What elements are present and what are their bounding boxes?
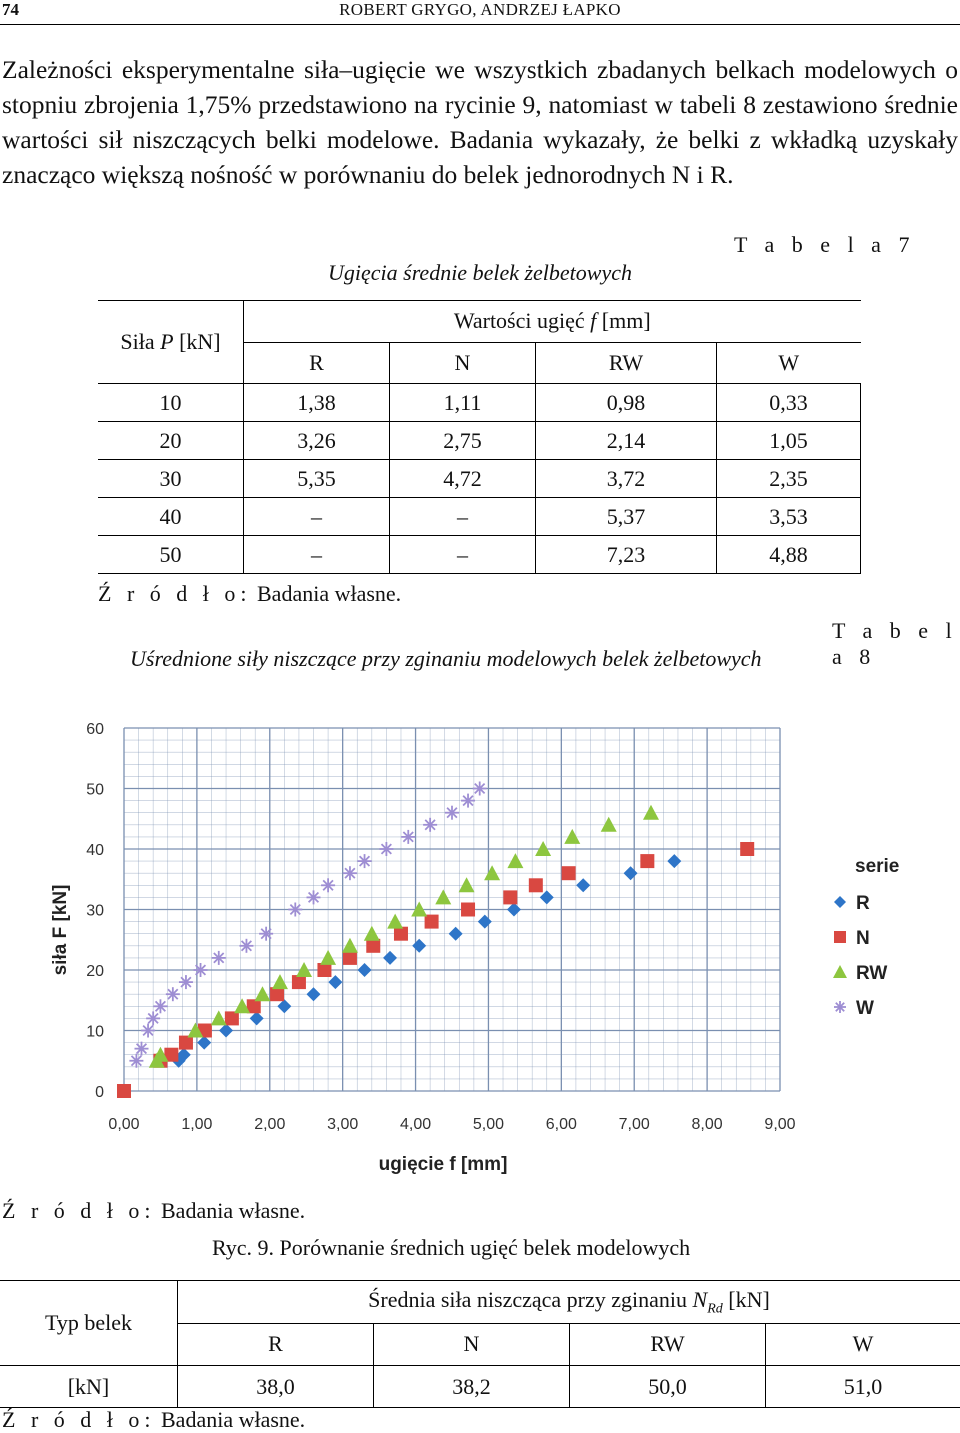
data-point-r [624,866,638,880]
chart-y-label: siła F [kN] [50,885,71,976]
legend-marker-w [834,1001,846,1013]
data-point-rw [320,950,336,965]
data-point-rw [564,829,580,844]
legend-marker-n [834,931,846,943]
table-cell: – [244,536,390,574]
table-cell: 20 [98,422,244,460]
data-point-n [366,939,380,953]
data-point-n [225,1011,239,1025]
table7-caption [0,260,960,286]
table7-col-w: W [717,342,861,384]
table-cell: – [390,498,536,536]
data-point-rw [435,889,451,904]
data-point-rw [342,938,358,953]
data-point-n [425,915,439,929]
table8-header-group: Średnia siła niszcząca przy zginaniu $N_{Rd}$ [kN] [178,1281,960,1324]
y-tick-label: 40 [86,842,104,859]
x-tick-label: 0,00 [108,1116,139,1133]
table-cell: 0,33 [717,384,861,422]
figure-caption: Ryc. 9. Porównanie średnich ugięć belek modelowych [212,1235,690,1261]
series-r [117,854,681,1098]
y-tick-label: 50 [86,782,104,799]
table-cell: – [390,536,536,574]
data-point-r [667,854,681,868]
data-point-rw [211,1010,227,1025]
data-point-n [640,854,654,868]
table-cell: 51,0 [766,1366,960,1408]
data-point-n [503,890,517,904]
x-tick-label: 7,00 [619,1116,650,1133]
data-point-w [212,951,226,965]
legend-label-n: N [856,928,870,949]
table-cell: 2,35 [717,460,861,498]
data-point-w [343,866,357,880]
legend-marker-rw [833,965,847,978]
x-tick-label: 4,00 [400,1116,431,1133]
table-row [98,422,861,460]
data-point-n [270,987,284,1001]
table-cell: 50,0 [570,1366,766,1408]
data-point-r [507,903,521,917]
data-point-w [445,806,459,820]
data-point-n [179,1036,193,1050]
data-point-n [529,878,543,892]
chart-x-ticks [108,1116,795,1133]
table8-row-label: [kN] [0,1366,178,1408]
table-cell: 38,0 [178,1366,374,1408]
data-point-rw [364,926,380,941]
page-number: 74 [2,0,19,20]
table7-col-r: R [244,342,390,384]
data-point-r [358,963,372,977]
data-point-n [461,903,475,917]
table7 [98,300,861,574]
data-point-r [478,915,492,929]
chart-legend-title: serie [855,856,899,877]
data-point-r [328,975,342,989]
table-row [98,384,861,422]
figure-source: Ź r ó d ł o: Badania własne. [2,1198,305,1224]
table-cell: 40 [98,498,244,536]
table-cell: 4,88 [717,536,861,574]
table7-header-group: Wartości ugięć f [mm] [244,301,861,343]
table-cell: 3,26 [244,422,390,460]
data-point-n [740,842,754,856]
y-tick-label: 20 [86,963,104,980]
y-tick-label: 30 [86,903,104,920]
x-tick-label: 6,00 [546,1116,577,1133]
data-point-w [179,975,193,989]
data-point-w [194,963,208,977]
table-cell: – [244,498,390,536]
data-point-w [288,903,302,917]
table7-caption-text: Ugięcia średnie belek żelbetowych [328,260,632,285]
data-point-w [146,1011,160,1025]
body-paragraph: Zależności eksperymentalne siła–ugięcie we wszystkich zbadanych belkach modelowych o stopniu zbrojenia 1,75% przedstawiono na rycinie 9, natomiast w tabeli 8 zestawiono średnie wartości sił niszczących belki modelowe. Badania wykazały, że belki z wkładką uzyskały znacząco większą nośność w porównaniu do belek jednorodnych N i R. [2,52,958,192]
legend-label-r: R [856,893,870,914]
data-point-rw [254,986,270,1001]
table8-label: T a b e l a 8 [832,618,960,670]
data-point-r [197,1036,211,1050]
data-point-w [473,782,487,796]
data-point-rw [484,865,500,880]
table8-col-rw: RW [570,1323,766,1366]
data-point-n [292,975,306,989]
data-point-w [321,878,335,892]
table7-source: Ź r ó d ł o: Badania własne. [98,581,401,607]
data-point-r [449,927,463,941]
table-cell: 2,75 [390,422,536,460]
table8-col-r: R [178,1323,374,1366]
table-row [98,498,861,536]
table8-col-n: N [374,1323,570,1366]
table8-source: Ź r ó d ł o: Badania własne. [2,1407,305,1433]
data-point-r [576,878,590,892]
table8-caption: Uśrednione siły niszczące przy zginaniu modelowych belek żelbetowych [130,646,762,672]
data-point-r [250,1011,264,1025]
table-cell: 3,53 [717,498,861,536]
data-point-rw [459,877,475,892]
running-title: ROBERT GRYGO, ANDRZEJ ŁAPKO [0,0,960,20]
table-cell: 50 [98,536,244,574]
data-point-r [219,1024,233,1038]
table-row [98,536,861,574]
chart-marks [117,782,754,1099]
x-tick-label: 5,00 [473,1116,504,1133]
data-point-w [358,854,372,868]
y-tick-label: 10 [86,1024,104,1041]
chart-y-ticks [86,721,104,1101]
table-cell: 5,35 [244,460,390,498]
data-point-w [239,939,253,953]
table-cell: 10 [98,384,244,422]
data-point-rw [272,974,288,989]
data-point-n [562,866,576,880]
table8 [0,1280,960,1408]
x-tick-label: 9,00 [764,1116,795,1133]
x-tick-label: 1,00 [181,1116,212,1133]
table7-header-force: Siła P [kN] [98,301,244,384]
x-tick-label: 8,00 [692,1116,723,1133]
table8-col-w: W [766,1323,960,1366]
data-point-r [540,890,554,904]
table7-col-rw: RW [536,342,717,384]
legend-marker-r [834,896,846,908]
data-point-r [277,999,291,1013]
data-point-w [401,830,415,844]
y-tick-label: 60 [86,721,104,738]
data-point-r [383,951,397,965]
data-point-rw [601,817,617,832]
data-point-n [317,963,331,977]
data-point-w [307,890,321,904]
x-tick-label: 3,00 [327,1116,358,1133]
table-cell: 4,72 [390,460,536,498]
header-rule [0,24,960,25]
table-cell: 3,72 [536,460,717,498]
table-cell: 0,98 [536,384,717,422]
data-point-w [134,1042,148,1056]
table-cell: 38,2 [374,1366,570,1408]
y-tick-label: 0 [95,1084,104,1101]
table-cell: 7,23 [536,536,717,574]
data-point-rw [643,805,659,820]
table-cell: 1,11 [390,384,536,422]
data-point-w [129,1054,143,1068]
table-cell: 5,37 [536,498,717,536]
data-point-w [259,927,273,941]
table7-col-n: N [390,342,536,384]
legend-label-rw: RW [856,963,887,984]
table-row [98,460,861,498]
data-point-n [394,927,408,941]
data-point-w [423,818,437,832]
chart-legend [833,856,899,1019]
data-point-w [153,999,167,1013]
chart-grid-major [124,728,780,1091]
data-point-w [461,794,475,808]
table8-header-type: Typ belek [0,1281,178,1366]
data-point-rw [507,853,523,868]
data-point-n [343,951,357,965]
table-row [0,1366,960,1408]
data-point-r [412,939,426,953]
table-cell: 2,14 [536,422,717,460]
force-deflection-chart [30,690,930,1190]
x-tick-label: 2,00 [254,1116,285,1133]
legend-label-w: W [856,998,874,1019]
data-point-n [117,1084,131,1098]
table7-label: T a b e l a 7 [734,232,915,258]
data-point-r [307,987,321,1001]
table-cell: 1,05 [717,422,861,460]
data-point-w [379,842,393,856]
chart-x-label: ugięcie f [mm] [379,1154,508,1175]
table-cell: 1,38 [244,384,390,422]
table-cell: 30 [98,460,244,498]
